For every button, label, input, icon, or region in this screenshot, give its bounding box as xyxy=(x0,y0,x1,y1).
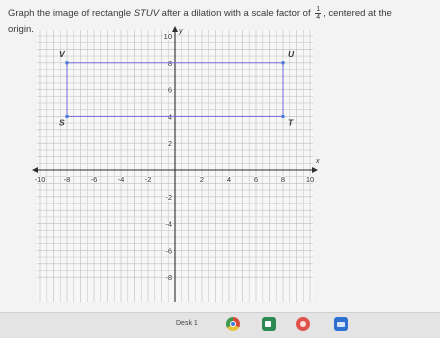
x-axis-arrow-right xyxy=(312,167,318,173)
fraction-numerator: 1 xyxy=(316,6,321,13)
x-axis-label: x xyxy=(316,158,320,165)
y-tick-label: 6 xyxy=(167,85,172,95)
x-tick-label: -2 xyxy=(144,175,152,184)
x-tick-label: 2 xyxy=(199,175,205,184)
y-tick-label: 10 xyxy=(163,32,172,41)
question-middle: after a dilation with a scale factor of xyxy=(159,8,314,20)
x-tick-label: -8 xyxy=(63,175,71,184)
x-axis-arrow-left xyxy=(32,167,38,173)
vertex-point-t xyxy=(281,115,285,119)
x-tick-label: -10 xyxy=(34,175,46,184)
vertex-point-s xyxy=(65,115,69,119)
y-tick-label: 2 xyxy=(167,139,172,149)
desk-label: Desk 1 xyxy=(176,320,198,327)
x-tick-label: 8 xyxy=(280,175,286,184)
vertex-point-v xyxy=(65,61,69,65)
y-tick-label: -2 xyxy=(165,192,172,202)
taskbar xyxy=(0,312,440,338)
docs-icon[interactable] xyxy=(334,317,348,331)
y-tick-label: 8 xyxy=(167,58,172,68)
x-tick-label: 4 xyxy=(226,175,232,184)
x-tick-label: -4 xyxy=(117,175,125,184)
vertex-label-s: S xyxy=(59,117,65,128)
vertex-label-u: U xyxy=(288,48,295,59)
shape-name: STUV xyxy=(133,8,160,20)
red-app-icon[interactable] xyxy=(296,317,310,331)
y-tick-label: -6 xyxy=(165,246,172,256)
y-axis-label: y xyxy=(179,28,183,35)
x-tick-label: -6 xyxy=(90,175,98,184)
y-axis-arrow-up xyxy=(172,26,178,32)
question-prefix: Graph the image of rectangle xyxy=(8,8,134,20)
vertex-point-u xyxy=(281,61,285,65)
vertex-label-v: V xyxy=(59,48,65,59)
question-suffix: , centered at the xyxy=(323,8,392,20)
x-tick-label: 6 xyxy=(253,175,259,184)
y-tick-label: 4 xyxy=(167,112,172,122)
meet-icon[interactable] xyxy=(262,317,276,331)
fraction-denominator: 4 xyxy=(316,14,321,21)
x-tick-label: 10 xyxy=(305,175,315,184)
question-line-2: origin. xyxy=(8,24,34,35)
vertex-label-t: T xyxy=(288,117,294,128)
y-tick-label: -4 xyxy=(165,219,172,229)
chrome-icon[interactable] xyxy=(226,317,240,331)
y-tick-label: -8 xyxy=(165,273,172,283)
